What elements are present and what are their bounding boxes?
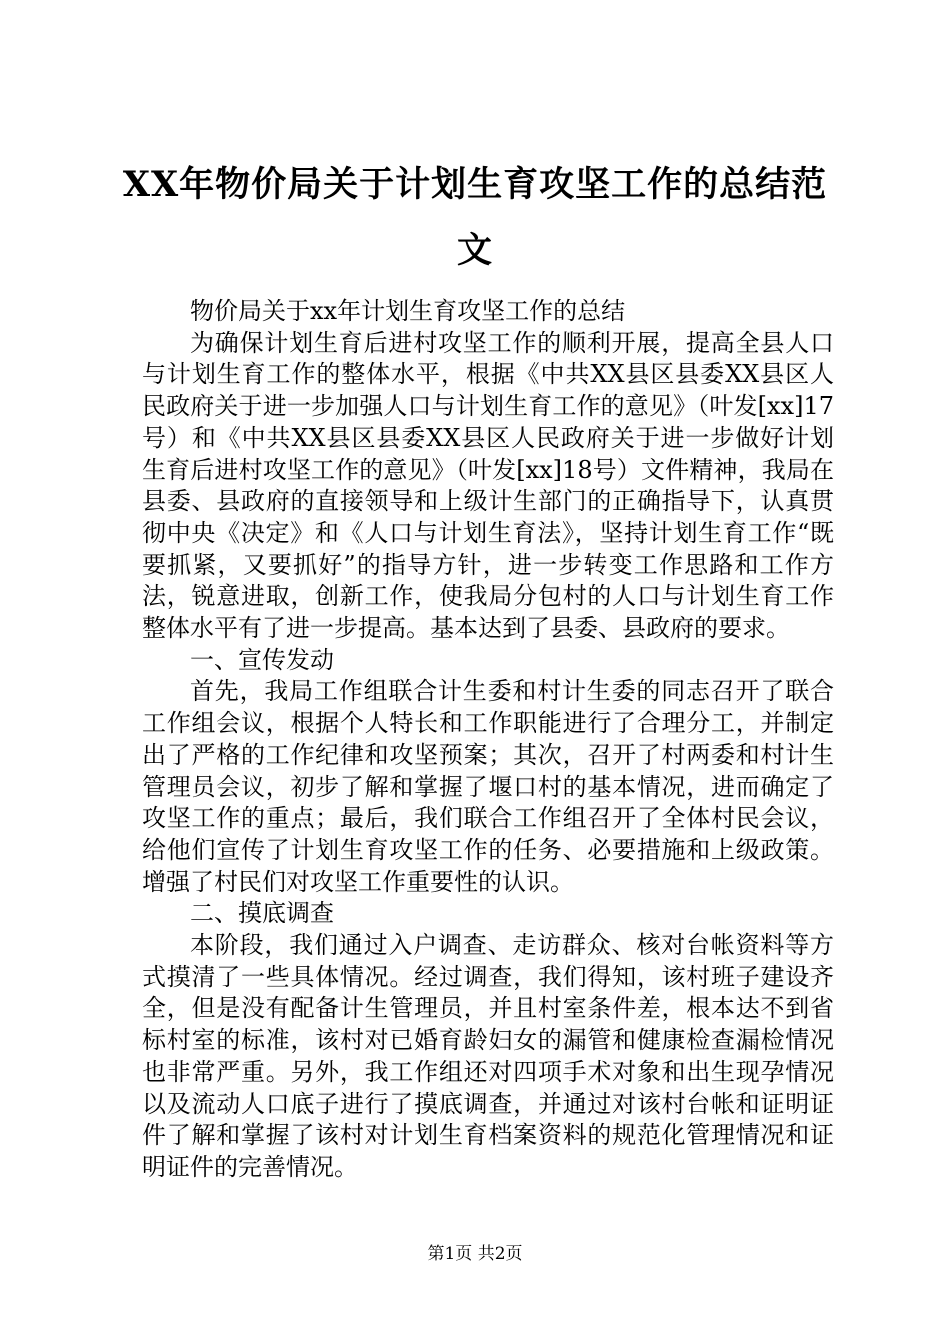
section-heading-publicity: 一、宣传发动: [190, 645, 334, 674]
intro-paragraph: 为确保计划生育后进村攻坚工作的顺利开展，提高全县人口与计划生育工作的整体水平，根据《中共XX县区县委XX县区人民政府关于进一步加强人口与计划生育工作的意见》（叶发[xx]17号）和《中共XX县区县委XX县区人民政府关于进一步做好计划生育后进村攻坚工作的意见》（叶发[xx]18号）文件精神，我局在县委、县政府的直接领导和上级计生部门的正确指导下，认真贯彻中央《决定》和《人口与计划生育法》，坚持计划生育工作“既要抓紧，又要抓好”的指导方针，进一步转变工作思路和工作方法，锐意进取，创新工作，使我局分包村的人口与计划生育工作整体水平有了进一步提高。基本达到了县委、县政府的要求。: [142, 328, 834, 643]
survey-paragraph: 本阶段，我们通过入户调查、走访群众、核对台帐资料等方式摸清了一些具体情况。经过调查，我们得知，该村班子建设齐全，但是没有配备计生管理员，并且村室条件差，根本达不到省标村室的标准，该村对已婚育龄妇女的漏管和健康检查漏检情况也非常严重。另外，我工作组还对四项手术对象和出生现孕情况以及流动人口底子进行了摸底调查，并通过对该村台帐和证明证件了解和掌握了该村对计划生育档案资料的规范化管理情况和证明证件的完善情况。: [142, 931, 834, 1181]
publicity-paragraph: 首先，我局工作组联合计生委和村计生委的同志召开了联合工作组会议，根据个人特长和工作职能进行了合理分工，并制定出了严格的工作纪律和攻坚预案；其次，召开了村两委和村计生管理员会议，初步了解和掌握了堰口村的基本情况，进而确定了攻坚工作的重点；最后，我们联合工作组召开了全体村民会议，给他们宣传了计划生育攻坚工作的任务、必要措施和上级政策。增强了村民们对攻坚工作重要性的认识。: [142, 677, 834, 896]
section-heading-survey: 二、摸底调查: [190, 899, 334, 928]
summary-heading: 物价局关于xx年计划生育攻坚工作的总结: [190, 297, 626, 325]
document-body: [142, 296, 834, 1184]
page-footer: 第1页 共2页: [427, 1244, 523, 1264]
document-title: XX年物价局关于计划生育攻坚工作的总结范文: [122, 164, 828, 271]
